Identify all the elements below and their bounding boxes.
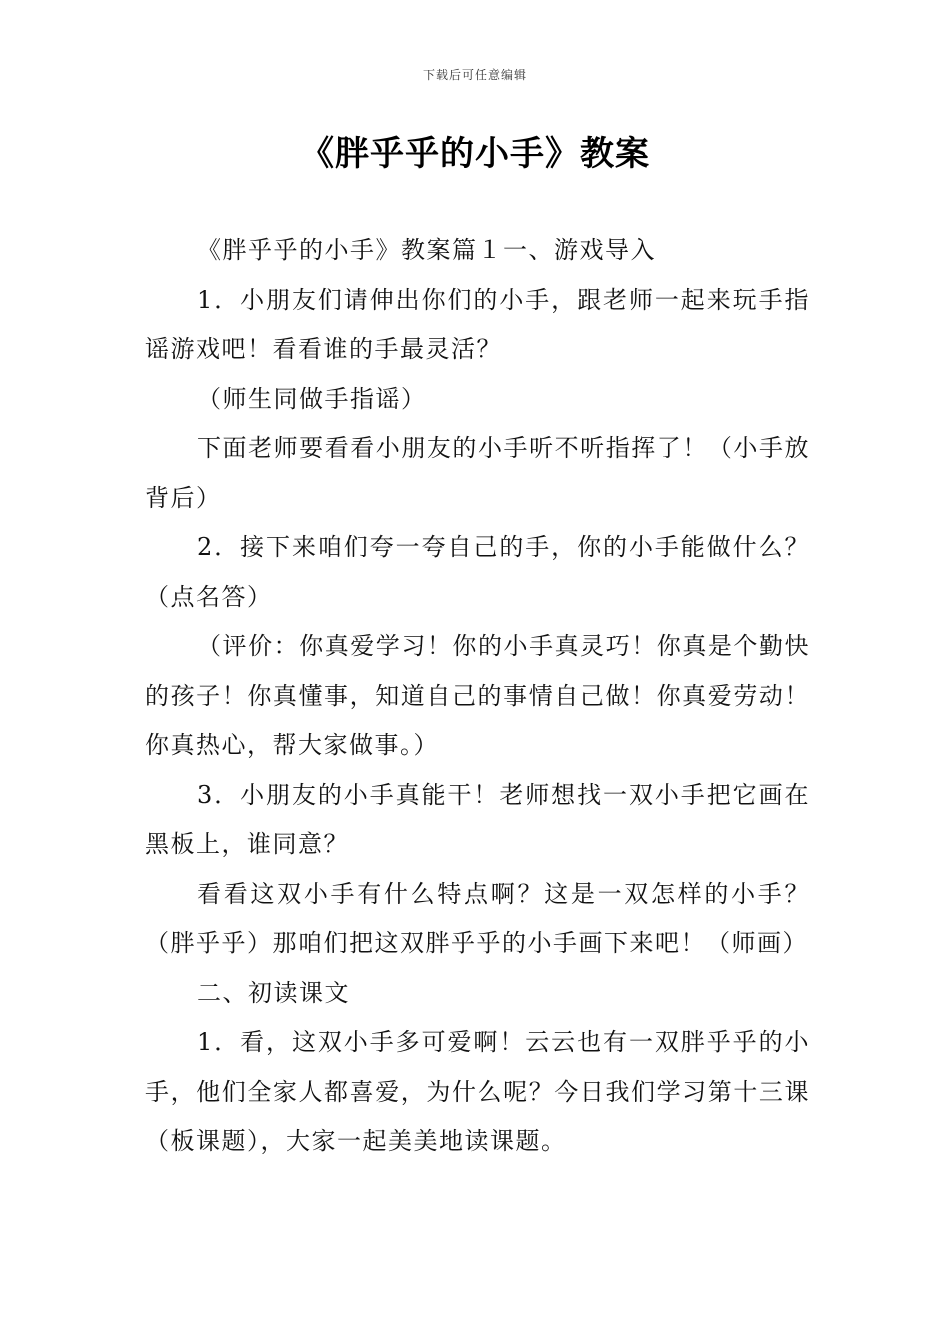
- paragraph-evaluation: （评价：你真爱学习！你的小手真灵巧！你真是个勤快的孩子！你真懂事，知道自己的事情自己做！你真爱劳动！你真热心，帮大家做事。）: [145, 632, 810, 759]
- header-note: 下载后可任意编辑: [422, 68, 527, 82]
- paragraph-step-1: 1．小朋友们请伸出你们的小手，跟老师一起来玩手指谣游戏吧！看看谁的手最灵活？: [145, 285, 810, 363]
- document-body: [145, 226, 810, 1167]
- paragraph-instruction: 下面老师要看看小朋友的小手听不听指挥了！（小手放背后）: [145, 434, 810, 512]
- paragraph-observation: 看看这双小手有什么特点啊？这是一双怎样的小手？（胖乎乎）那咱们把这双胖乎乎的小手画下来吧！（师画）: [145, 879, 810, 957]
- paragraph-intro: 《胖乎乎的小手》教案篇１一、游戏导入: [197, 236, 656, 264]
- paragraph-note-1: （师生同做手指谣）: [197, 384, 427, 413]
- paragraph-section-2-step-1: 1．看，这双小手多可爱啊！云云也有一双胖乎乎的小手，他们全家人都喜爱，为什么呢？今日我们学习第十三课（板课题），大家一起美美地读课题。: [145, 1028, 810, 1155]
- document-title: 《胖乎乎的小手》教案: [300, 134, 650, 174]
- paragraph-step-3: 3．小朋友的小手真能干！老师想找一双小手把它画在黑板上，谁同意？: [145, 780, 810, 858]
- section-heading-2: 二、初读课文: [197, 978, 350, 1007]
- paragraph-step-2: 2．接下来咱们夸一夸自己的手，你的小手能做什么？（点名答）: [145, 533, 810, 611]
